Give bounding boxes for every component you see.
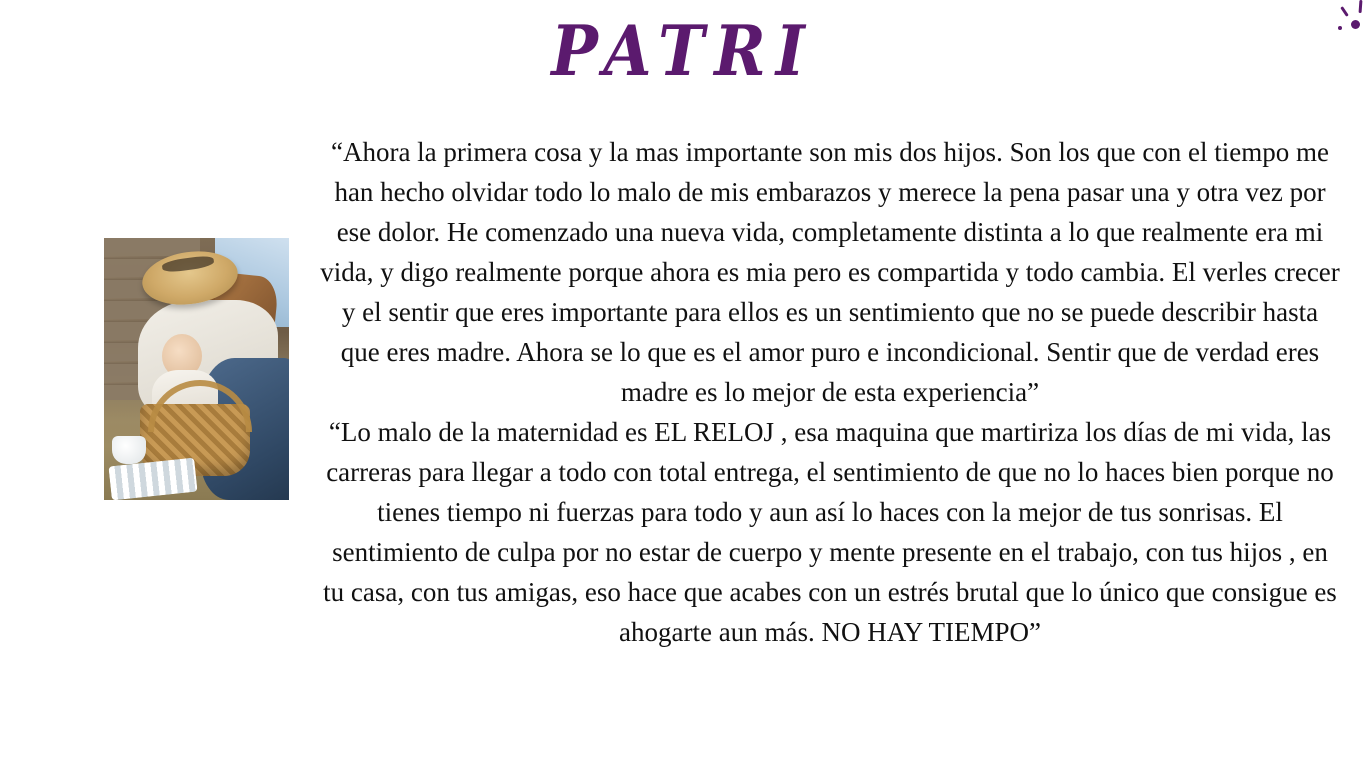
photo-cup [112, 436, 146, 464]
page-title-text: PATRI [551, 9, 815, 92]
mother-and-baby-photo [104, 238, 289, 500]
testimonial-paragraph: “Ahora la primera cosa y la mas importante son mis dos hijos. Son los que con el tiempo me han hecho olvidar todo lo malo de mis embarazos y merece la pena pasar una y otra vez por ese dolor. He comenzado una nueva vida, completamente distinta a lo que realmente era mi vida, y digo realmente porque ahora es mia pero es compartida y todo cambia. El verles crecer y el sentir que eres importante para ellos es un sentimiento que no se puede describir hasta que eres madre. Ahora se lo que es el amor puro e incondicional. Sentir que de verdad eres madre es lo mejor de esta experiencia” [320, 137, 1340, 407]
sparkle-ray-icon [1359, 0, 1363, 13]
testimonial-paragraph: “Lo malo de la maternidad es EL RELOJ , esa maquina que martiriza los días de mi vida, las carreras para llegar a todo con total entrega, el sentimiento de que no lo haces bien porque no tienes tiempo ni fuerzas para todo y aun así lo haces con la mejor de tus sonrisas. El sentimiento de culpa por no estar de cuerpo y mente presente en el trabajo, con tus hijos , en tu casa, con tus amigas, eso hace que acabes con un estrés brutal que lo único que consigue es ahogarte aun más. NO HAY TIEMPO” [323, 417, 1337, 647]
page-title [0, 9, 1366, 92]
testimonial-text [320, 132, 1340, 652]
sparkle-dot-icon [1338, 26, 1342, 30]
sparkle-dot-icon [1351, 20, 1360, 29]
sparkle-ray-icon [1340, 6, 1349, 17]
